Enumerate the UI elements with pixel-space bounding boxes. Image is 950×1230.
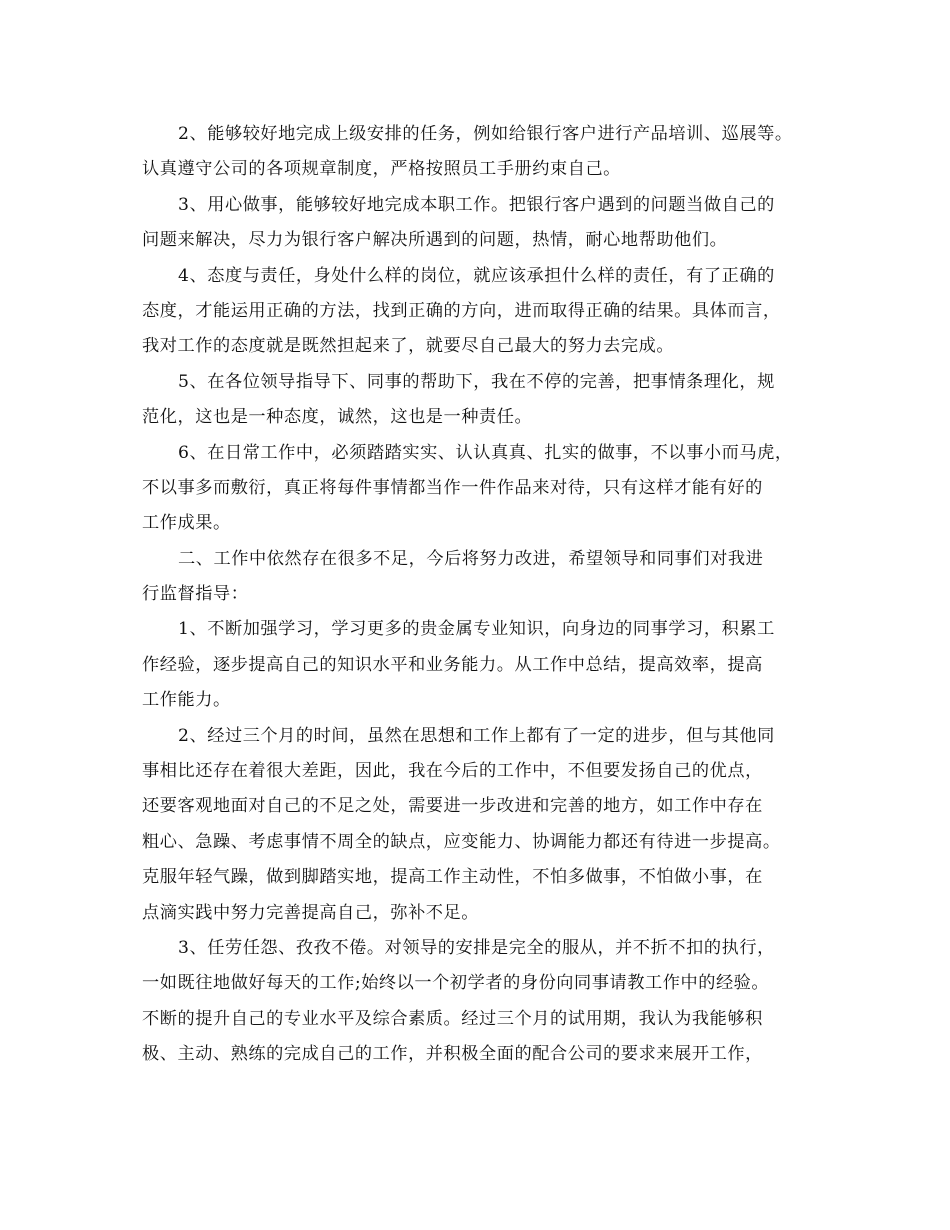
text-line: 点滴实践中努力完善提高自己，弥补不足。 [142, 902, 480, 923]
text-line: 不断的提升自己的专业水平及综合素质。经过三个月的试用期，我认为我能够积 [142, 1008, 763, 1029]
text-line: 认真遵守公司的各项规章制度，严格按照员工手册约束自己。 [142, 159, 621, 180]
text-line: 事相比还存在着很大差距，因此，我在今后的工作中，不但要发扬自己的优点， [142, 761, 763, 782]
text-line: 我对工作的态度就是既然担起来了，就要尽自己最大的努力去完成。 [142, 336, 675, 357]
text-line: 还要客观地面对自己的不足之处，需要进一步改进和完善的地方，如工作中存在 [142, 796, 763, 817]
text-line: 极、主动、熟练的完成自己的工作，并积极全面的配合公司的要求来展开工作， [142, 1044, 763, 1065]
text-line: 6、在日常工作中，必须踏踏实实、认认真真、扎实的做事，不以事小而马虎， [178, 442, 793, 463]
text-line: 1、不断加强学习，学习更多的贵金属专业知识，向身边的同事学习，积累工 [178, 619, 775, 640]
text-line: 3、用心做事，能够较好地完成本职工作。把银行客户遇到的问题当做自己的 [178, 194, 775, 215]
text-line: 一如既往地做好每天的工作;始终以一个初学者的身份向同事请教工作中的经验。 [142, 973, 770, 994]
text-line: 2、能够较好地完成上级安排的任务，例如给银行客户进行产品培训、巡展等。 [178, 124, 793, 144]
text-line: 作经验，逐步提高自己的知识水平和业务能力。从工作中总结，提高效率，提高 [142, 654, 763, 675]
text-line: 二、工作中依然存在很多不足，今后将努力改进，希望领导和同事们对我进 [178, 548, 764, 569]
text-line: 不以事多而敷衍，真正将每件事情都当作一件作品来对待，只有这样才能有好的 [142, 477, 763, 498]
text-line: 克服年轻气躁，做到脚踏实地，提高工作主动性，不怕多做事，不怕做小事，在 [142, 867, 763, 888]
text-line: 5、在各位领导指导下、同事的帮助下，我在不停的完善，把事情条理化，规 [178, 371, 775, 392]
text-line: 行监督指导： [142, 584, 249, 605]
text-line: 范化，这也是一种态度，诚然，这也是一种责任。 [142, 407, 533, 428]
text-line: 工作能力。 [142, 690, 231, 711]
text-line: 3、任劳任怨、孜孜不倦。对领导的安排是完全的服从，并不折不扣的执行， [178, 937, 775, 958]
text-line: 问题来解决，尽力为银行客户解决所遇到的问题，热情，耐心地帮助他们。 [142, 230, 728, 251]
text-line: 2、经过三个月的时间，虽然在思想和工作上都有了一定的进步，但与其他同 [178, 725, 775, 746]
text-line: 粗心、急躁、考虑事情不周全的缺点，应变能力、协调能力都还有待进一步提高。 [142, 831, 781, 852]
document-body [142, 117, 822, 1073]
text-line: 工作成果。 [142, 513, 231, 534]
text-line: 态度，才能运用正确的方法，找到正确的方向，进而取得正确的结果。具体而言， [142, 300, 781, 321]
text-line: 4、态度与责任，身处什么样的岗位，就应该承担什么样的责任，有了正确的 [178, 265, 775, 286]
